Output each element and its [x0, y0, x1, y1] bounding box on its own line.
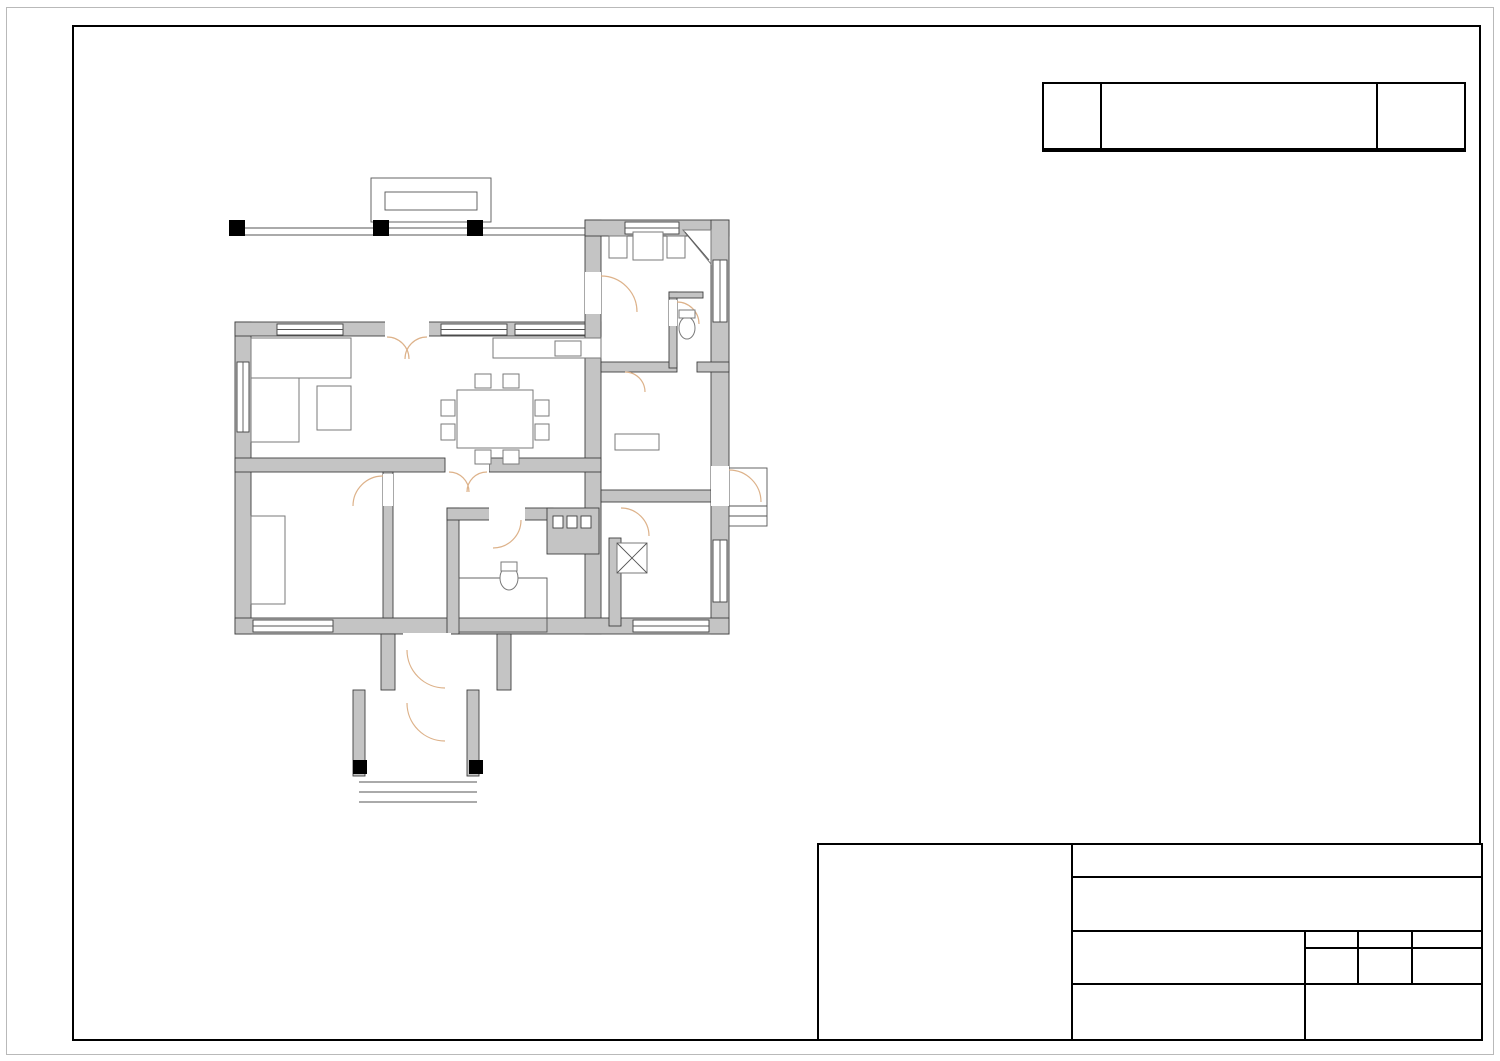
sheet-label [1359, 932, 1413, 947]
stage-value [1306, 949, 1359, 983]
side-strips [28, 736, 72, 1026]
sheets-label [1413, 932, 1485, 947]
spec-col-area [1376, 84, 1460, 148]
entrance-canopy [371, 178, 491, 222]
furniture [251, 230, 711, 604]
title-block-empty-cell [1073, 878, 1483, 932]
spec-table [1042, 82, 1466, 152]
title-block-empty-cell2 [1304, 985, 1483, 1039]
spec-table-header [1044, 84, 1464, 150]
project-name [1073, 932, 1304, 985]
document-code [1073, 845, 1483, 878]
title-block-right [1071, 845, 1481, 1039]
walls [235, 220, 729, 776]
title-block [817, 843, 1483, 1041]
terrace-edge [235, 228, 585, 235]
stage-block [1304, 932, 1483, 985]
floor-plan [85, 38, 915, 928]
spec-col-number [1044, 84, 1100, 148]
spec-col-name [1100, 84, 1376, 148]
sheets-total [1413, 949, 1485, 983]
drawing-title [1073, 985, 1304, 1039]
sheet-number [1359, 949, 1413, 983]
stage-label [1306, 932, 1359, 947]
chimney-voids [553, 516, 591, 528]
revision-grid [819, 845, 1071, 1039]
